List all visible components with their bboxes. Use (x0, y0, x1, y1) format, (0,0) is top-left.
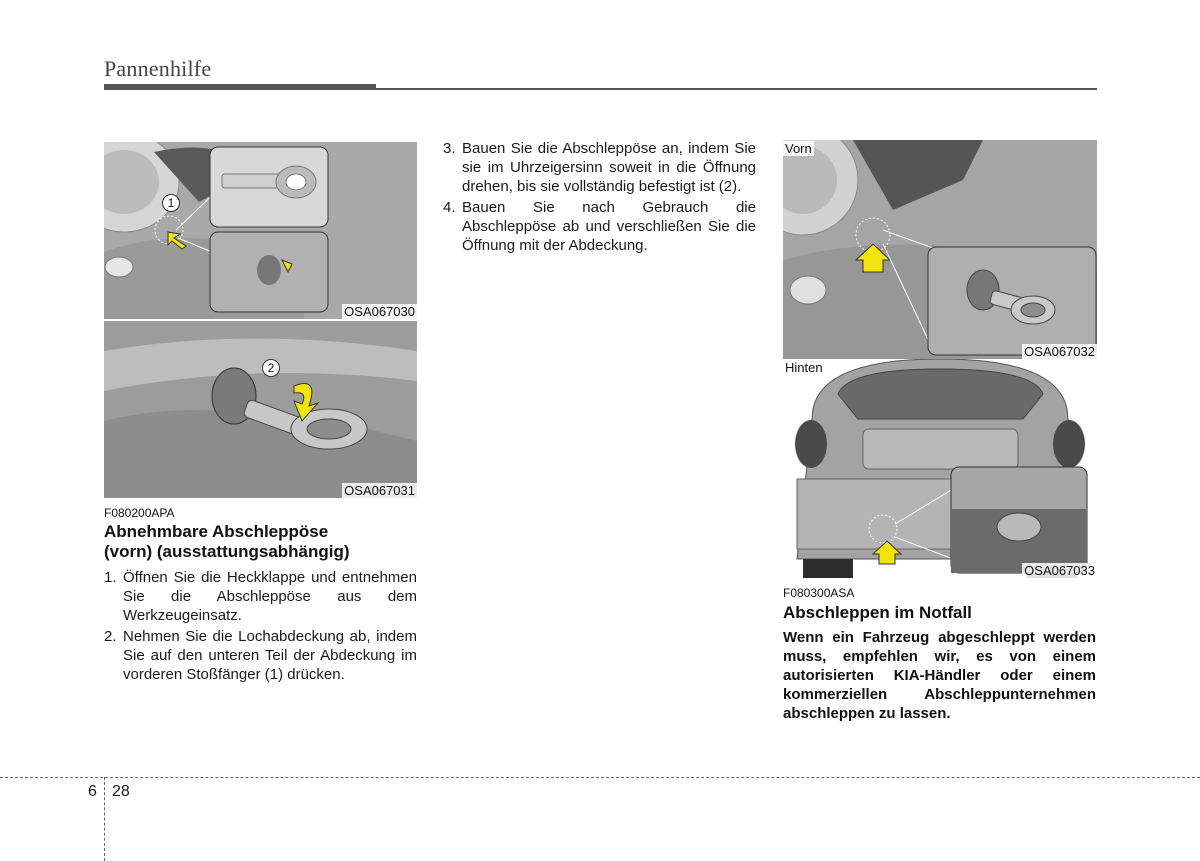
figure-osa067031 (104, 321, 417, 498)
steps-list-left (104, 568, 417, 686)
list-item (104, 568, 417, 625)
figure-label: OSA067032 (1024, 344, 1095, 359)
section-title: Abschleppen im Notfall (783, 603, 972, 622)
notice-paragraph: Wenn ein Fahrzeug abgeschleppt werden muss, empfehlen wir, es von einem autorisierten KIA-Händler oder einem kommerziellen Abschleppunternehmen abschleppen zu lassen. (783, 629, 1096, 722)
callout-2: 2 (262, 359, 280, 377)
figure-caption: Hinten (785, 360, 823, 375)
front-bumper-illustration (783, 140, 1097, 359)
figure-label: OSA067031 (344, 483, 415, 498)
section-title-line-1: Abnehmbare Abschleppöse (104, 522, 329, 541)
step-number: 2. (104, 628, 117, 645)
figure-osa067033 (783, 359, 1097, 578)
header-rule-accent (104, 84, 376, 90)
list-item (104, 627, 417, 684)
step-number: 1. (104, 569, 117, 586)
rear-car-illustration (783, 359, 1097, 578)
figure-osa067030 (104, 142, 417, 319)
step-text: Nehmen Sie die Lochabdeckung ab, indem Sie auf den unteren Teil der Abdeckung im vorderen Stoßfänger (1) drücken. (123, 628, 417, 683)
list-item (443, 198, 756, 255)
step-number: 3. (443, 140, 456, 157)
section-code: F080300ASA (783, 586, 855, 600)
figure-caption: Vorn (785, 141, 812, 156)
list-item (443, 139, 756, 196)
footer-divider (104, 777, 105, 861)
section-title-line-2: (vorn) (ausstattungsabhängig) (104, 542, 350, 561)
step-text: Bauen Sie nach Gebrauch die Abschleppöse ab und verschließen Sie die Öffnung mit der Abdeckung. (462, 199, 756, 254)
figure-osa067032 (783, 140, 1097, 359)
page-number: 28 (112, 783, 130, 800)
step-text: Öffnen Sie die Heckklappe und entnehmen Sie die Abschleppöse aus dem Werkzeugeinsatz. (123, 569, 417, 624)
bumper-illustration (104, 142, 417, 319)
step-text: Bauen Sie die Abschleppöse an, indem Sie sie im Uhrzeigersinn soweit in die Öffnung drehen, bis sie vollständig befestigt ist (2). (462, 140, 756, 195)
callout-1: 1 (162, 194, 180, 212)
steps-list-middle (443, 139, 756, 257)
page-chapter-number: 6 (88, 783, 97, 800)
step-number: 4. (443, 199, 456, 216)
footer-rule (0, 777, 1200, 778)
figure-label: OSA067033 (1024, 563, 1095, 578)
section-code: F080200APA (104, 506, 175, 520)
figure-label: OSA067030 (344, 304, 415, 319)
section-title (104, 522, 424, 562)
tow-eye-illustration (104, 321, 417, 498)
chapter-title: Pannenhilfe (104, 56, 212, 81)
